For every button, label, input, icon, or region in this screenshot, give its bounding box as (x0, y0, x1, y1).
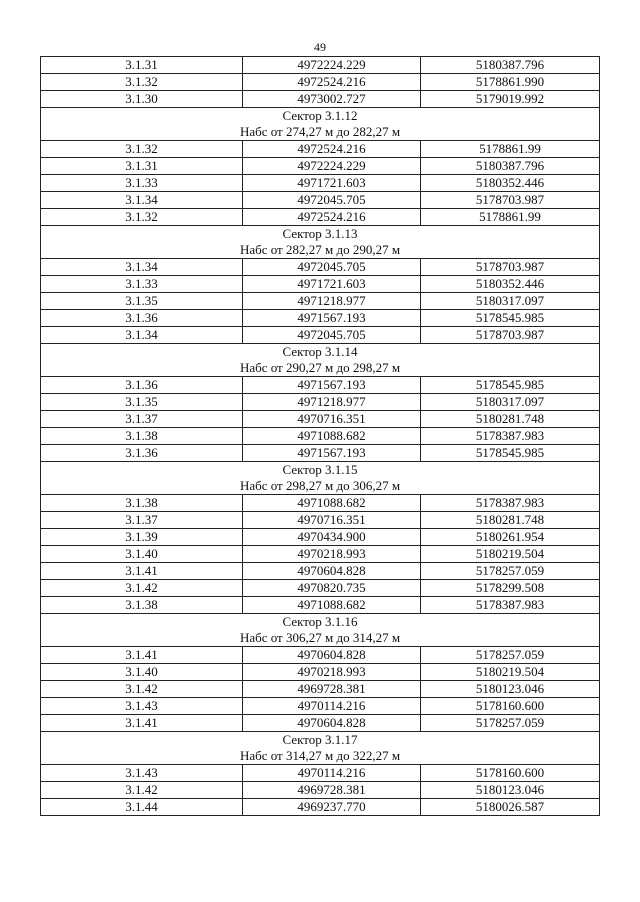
y-coordinate-cell: 5180387.796 (421, 57, 600, 74)
point-number-cell: 3.1.38 (41, 597, 243, 614)
point-number-cell: 3.1.36 (41, 445, 243, 462)
sector-header (41, 226, 600, 259)
point-number-cell: 3.1.30 (41, 91, 243, 108)
table-row (41, 192, 600, 209)
y-coordinate-cell: 5178861.99 (421, 141, 600, 158)
sector-height-range: Набс от 274,27 м до 282,27 м (239, 124, 401, 139)
x-coordinate-cell: 4970604.828 (243, 563, 421, 580)
sector-header (41, 108, 600, 141)
y-coordinate-cell: 5178861.990 (421, 74, 600, 91)
x-coordinate-cell: 4969728.381 (243, 782, 421, 799)
table-row (41, 411, 600, 428)
x-coordinate-cell: 4971218.977 (243, 293, 421, 310)
coordinates-table-body (41, 57, 600, 816)
x-coordinate-cell: 4970434.900 (243, 529, 421, 546)
point-number-cell: 3.1.33 (41, 175, 243, 192)
sector-title: Сектор 3.1.12 (282, 108, 358, 123)
point-number-cell: 3.1.31 (41, 57, 243, 74)
point-number-cell: 3.1.39 (41, 529, 243, 546)
sector-height-range: Набс от 314,27 м до 322,27 м (239, 748, 401, 763)
table-row (41, 597, 600, 614)
x-coordinate-cell: 4972224.229 (243, 158, 421, 175)
table-row (41, 175, 600, 192)
y-coordinate-cell: 5178160.600 (421, 698, 600, 715)
table-row (41, 158, 600, 175)
point-number-cell: 3.1.42 (41, 782, 243, 799)
x-coordinate-cell: 4970820.735 (243, 580, 421, 597)
y-coordinate-cell: 5178703.987 (421, 327, 600, 344)
table-row (41, 799, 600, 816)
point-number-cell: 3.1.32 (41, 74, 243, 91)
x-coordinate-cell: 4972045.705 (243, 192, 421, 209)
table-row (41, 664, 600, 681)
y-coordinate-cell: 5178387.983 (421, 428, 600, 445)
sector-height-range: Набс от 282,27 м до 290,27 м (239, 242, 401, 257)
y-coordinate-cell: 5178160.600 (421, 765, 600, 782)
table-row (41, 276, 600, 293)
y-coordinate-cell: 5180123.046 (421, 782, 600, 799)
point-number-cell: 3.1.31 (41, 158, 243, 175)
table-row (41, 715, 600, 732)
x-coordinate-cell: 4971088.682 (243, 597, 421, 614)
point-number-cell: 3.1.38 (41, 495, 243, 512)
point-number-cell: 3.1.40 (41, 664, 243, 681)
y-coordinate-cell: 5178387.983 (421, 495, 600, 512)
x-coordinate-cell: 4971088.682 (243, 495, 421, 512)
sector-title: Сектор 3.1.13 (282, 226, 358, 241)
table-row (41, 445, 600, 462)
x-coordinate-cell: 4972524.216 (243, 209, 421, 226)
table-row (41, 681, 600, 698)
x-coordinate-cell: 4971721.603 (243, 175, 421, 192)
point-number-cell: 3.1.41 (41, 647, 243, 664)
point-number-cell: 3.1.41 (41, 715, 243, 732)
y-coordinate-cell: 5180219.504 (421, 546, 600, 563)
y-coordinate-cell: 5180387.796 (421, 158, 600, 175)
y-coordinate-cell: 5178545.985 (421, 445, 600, 462)
x-coordinate-cell: 4970604.828 (243, 715, 421, 732)
table-row (41, 580, 600, 597)
y-coordinate-cell: 5180317.097 (421, 394, 600, 411)
sector-header-row (41, 108, 600, 141)
x-coordinate-cell: 4972045.705 (243, 327, 421, 344)
point-number-cell: 3.1.37 (41, 411, 243, 428)
point-number-cell: 3.1.38 (41, 428, 243, 445)
point-number-cell: 3.1.41 (41, 563, 243, 580)
y-coordinate-cell: 5178299.508 (421, 580, 600, 597)
y-coordinate-cell: 5180352.446 (421, 175, 600, 192)
sector-header (41, 614, 600, 647)
sector-header-row (41, 344, 600, 377)
sector-header-row (41, 732, 600, 765)
table-row (41, 782, 600, 799)
point-number-cell: 3.1.43 (41, 765, 243, 782)
table-row (41, 259, 600, 276)
sector-header (41, 732, 600, 765)
coordinates-table (40, 56, 600, 816)
table-row (41, 698, 600, 715)
sector-title: Сектор 3.1.17 (282, 732, 358, 747)
table-row (41, 209, 600, 226)
table-row (41, 310, 600, 327)
table-row (41, 546, 600, 563)
x-coordinate-cell: 4970218.993 (243, 664, 421, 681)
sector-height-range: Набс от 298,27 м до 306,27 м (239, 478, 401, 493)
y-coordinate-cell: 5178545.985 (421, 377, 600, 394)
x-coordinate-cell: 4971218.977 (243, 394, 421, 411)
sector-header-row (41, 614, 600, 647)
x-coordinate-cell: 4970716.351 (243, 411, 421, 428)
table-row (41, 293, 600, 310)
y-coordinate-cell: 5180026.587 (421, 799, 600, 816)
point-number-cell: 3.1.42 (41, 681, 243, 698)
table-row (41, 563, 600, 580)
x-coordinate-cell: 4972524.216 (243, 74, 421, 91)
x-coordinate-cell: 4971088.682 (243, 428, 421, 445)
y-coordinate-cell: 5180281.748 (421, 411, 600, 428)
x-coordinate-cell: 4969728.381 (243, 681, 421, 698)
y-coordinate-cell: 5180261.954 (421, 529, 600, 546)
table-row (41, 394, 600, 411)
point-number-cell: 3.1.35 (41, 394, 243, 411)
table-row (41, 327, 600, 344)
point-number-cell: 3.1.34 (41, 327, 243, 344)
x-coordinate-cell: 4971567.193 (243, 377, 421, 394)
table-row (41, 141, 600, 158)
y-coordinate-cell: 5180352.446 (421, 276, 600, 293)
sector-header (41, 344, 600, 377)
x-coordinate-cell: 4972524.216 (243, 141, 421, 158)
point-number-cell: 3.1.40 (41, 546, 243, 563)
x-coordinate-cell: 4972224.229 (243, 57, 421, 74)
x-coordinate-cell: 4970604.828 (243, 647, 421, 664)
table-row (41, 512, 600, 529)
table-row (41, 647, 600, 664)
sector-title: Сектор 3.1.14 (282, 344, 358, 359)
table-row (41, 57, 600, 74)
table-row (41, 765, 600, 782)
y-coordinate-cell: 5178257.059 (421, 563, 600, 580)
y-coordinate-cell: 5178703.987 (421, 192, 600, 209)
x-coordinate-cell: 4970114.216 (243, 698, 421, 715)
table-row (41, 428, 600, 445)
point-number-cell: 3.1.35 (41, 293, 243, 310)
page-number: 49 (314, 40, 326, 54)
sector-header-row (41, 462, 600, 495)
y-coordinate-cell: 5178861.99 (421, 209, 600, 226)
x-coordinate-cell: 4970716.351 (243, 512, 421, 529)
sector-height-range: Набс от 290,27 м до 298,27 м (239, 360, 401, 375)
point-number-cell: 3.1.36 (41, 377, 243, 394)
y-coordinate-cell: 5178387.983 (421, 597, 600, 614)
point-number-cell: 3.1.42 (41, 580, 243, 597)
x-coordinate-cell: 4972045.705 (243, 259, 421, 276)
y-coordinate-cell: 5180281.748 (421, 512, 600, 529)
y-coordinate-cell: 5180219.504 (421, 664, 600, 681)
table-row (41, 74, 600, 91)
sector-title: Сектор 3.1.16 (282, 614, 358, 629)
point-number-cell: 3.1.33 (41, 276, 243, 293)
x-coordinate-cell: 4971721.603 (243, 276, 421, 293)
y-coordinate-cell: 5180317.097 (421, 293, 600, 310)
point-number-cell: 3.1.32 (41, 141, 243, 158)
y-coordinate-cell: 5178703.987 (421, 259, 600, 276)
x-coordinate-cell: 4973002.727 (243, 91, 421, 108)
sector-title: Сектор 3.1.15 (282, 462, 358, 477)
y-coordinate-cell: 5178545.985 (421, 310, 600, 327)
x-coordinate-cell: 4970114.216 (243, 765, 421, 782)
table-row (41, 495, 600, 512)
point-number-cell: 3.1.36 (41, 310, 243, 327)
point-number-cell: 3.1.34 (41, 192, 243, 209)
table-row (41, 377, 600, 394)
x-coordinate-cell: 4971567.193 (243, 310, 421, 327)
table-row (41, 91, 600, 108)
point-number-cell: 3.1.44 (41, 799, 243, 816)
sector-header-row (41, 226, 600, 259)
point-number-cell: 3.1.43 (41, 698, 243, 715)
sector-header (41, 462, 600, 495)
point-number-cell: 3.1.37 (41, 512, 243, 529)
table-row (41, 529, 600, 546)
y-coordinate-cell: 5180123.046 (421, 681, 600, 698)
y-coordinate-cell: 5179019.992 (421, 91, 600, 108)
sector-height-range: Набс от 306,27 м до 314,27 м (239, 630, 401, 645)
point-number-cell: 3.1.34 (41, 259, 243, 276)
x-coordinate-cell: 4970218.993 (243, 546, 421, 563)
y-coordinate-cell: 5178257.059 (421, 647, 600, 664)
x-coordinate-cell: 4971567.193 (243, 445, 421, 462)
x-coordinate-cell: 4969237.770 (243, 799, 421, 816)
y-coordinate-cell: 5178257.059 (421, 715, 600, 732)
point-number-cell: 3.1.32 (41, 209, 243, 226)
